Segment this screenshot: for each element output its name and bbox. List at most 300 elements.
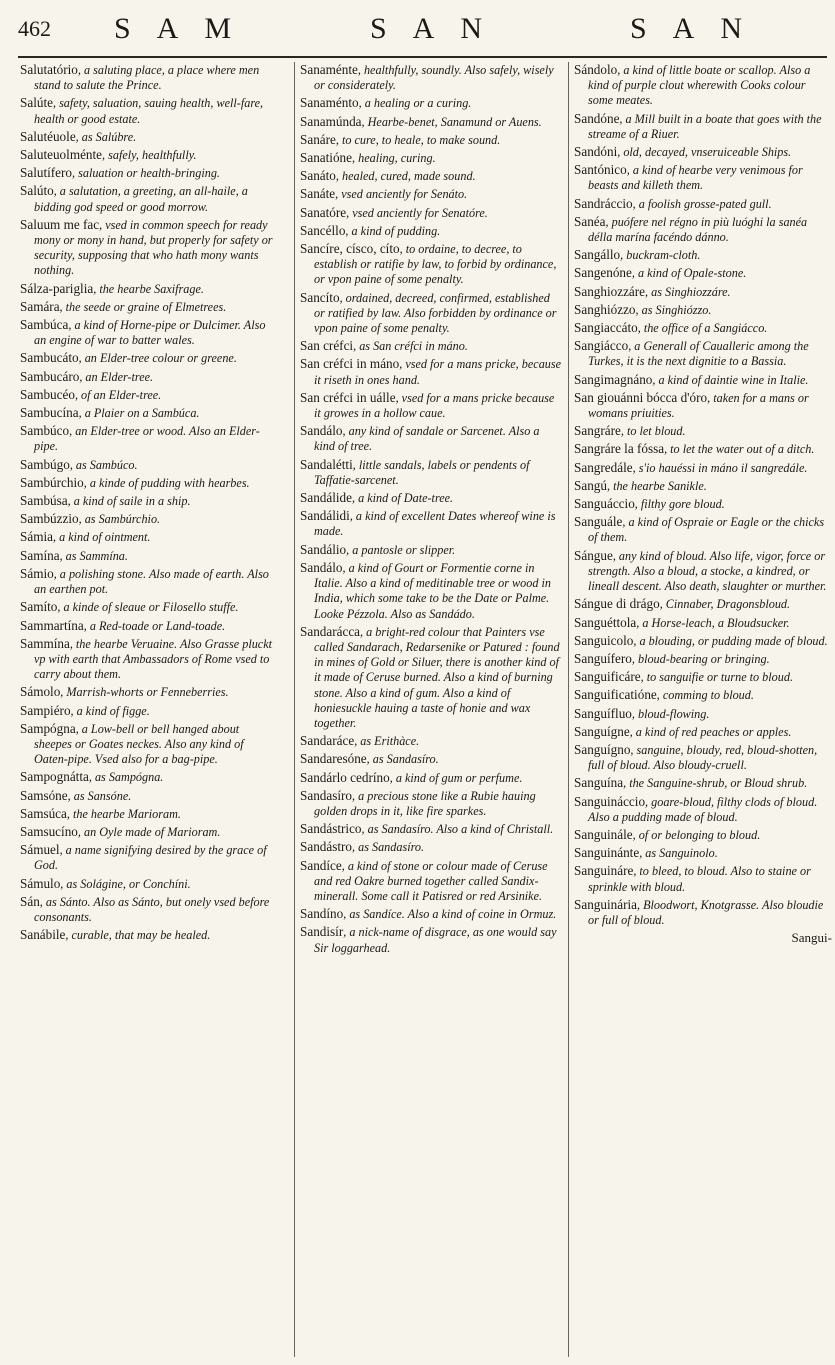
entry-headword: Sanguígno <box>574 741 631 757</box>
entry-headword: Sambúrchio <box>20 474 84 490</box>
entry-definition: , any kind of bloud. Also life, vigor, force or strength. Also a bloud, a stocke, a kindred, or lineall descent. Also death, slaughter or murther. <box>588 548 827 594</box>
dictionary-entry <box>574 423 832 439</box>
dictionary-entry <box>574 742 832 773</box>
entry-definition: , as Sampógna. <box>88 770 164 785</box>
entry-headword: Sandisír <box>300 924 344 940</box>
entry-definition: , as Sanguinolo. <box>639 846 718 861</box>
entry-definition: , little sandals, labels or pendents of Taffatie-sarcenet. <box>314 457 530 487</box>
dictionary-entry <box>20 62 280 93</box>
dictionary-entry <box>300 290 562 337</box>
dictionary-entry <box>574 724 832 740</box>
entry-headword: Sanéa <box>574 213 606 229</box>
entry-headword: Sammartína <box>20 617 84 633</box>
dictionary-entry <box>300 858 562 905</box>
dictionary-entry <box>574 615 832 631</box>
dictionary-entry <box>20 566 280 597</box>
entry-definition: , a polishing stone. Also made of earth. Also an earthen pot. <box>34 566 269 597</box>
dictionary-entry <box>300 186 562 202</box>
entry-definition: , a kind of little boate or scallop. Also a kind of purple clout wherewith Cooks colour some meates. <box>588 63 811 108</box>
entry-definition: , saluation or health-bringing. <box>72 166 220 181</box>
entry-headword: Saluum me fac <box>20 216 100 232</box>
entry-headword: Sámulo <box>20 875 61 891</box>
entry-definition: , a kind of excellent Dates whereof wine is made. <box>314 509 556 539</box>
entry-definition: , a Low-bell or bell hanged about sheepes or Goates neckes. Also any kind of Oaten-pipe. Vsed also for a bag-pipe. <box>34 721 244 767</box>
entry-definition: , Cinnaber, Dragonsbloud. <box>659 597 791 612</box>
entry-definition: , as Sansóne. <box>67 788 132 803</box>
entry-headword: Sammína <box>20 635 70 651</box>
entry-headword: Sanguificáre <box>574 669 641 685</box>
entry-headword: Santónico <box>574 162 627 178</box>
header-word-right: SAN <box>630 12 769 45</box>
entry-headword: Samína <box>20 547 60 563</box>
entry-headword: Sanguináre <box>574 863 634 879</box>
entry-headword: Sanguinária <box>574 896 637 912</box>
entry-definition: , a kind of gum or perfume. <box>389 770 523 785</box>
entry-definition: , of or belonging to bloud. <box>632 827 761 842</box>
entry-definition: , a kind of daintie wine in Italie. <box>652 372 809 387</box>
entry-definition: , healthfully, soundly. Also safely, wisely or considerately. <box>314 63 554 93</box>
entry-definition: , the seede or graine of Elmetrees. <box>59 299 227 314</box>
dictionary-entry <box>20 548 280 564</box>
entry-definition: , as Sandasíro. <box>352 840 425 855</box>
dictionary-entry <box>300 132 562 148</box>
dictionary-entry <box>20 894 280 925</box>
dictionary-entry <box>20 165 280 181</box>
entry-headword: Sangiácco <box>574 338 629 354</box>
entry-headword: Sandaráce <box>300 733 355 749</box>
entry-headword: Salutífero <box>20 165 73 181</box>
entry-headword: Sanghiózzo <box>574 301 636 317</box>
dictionary-entry <box>300 924 562 955</box>
dictionary-entry <box>300 95 562 111</box>
dictionary-entry <box>300 821 562 837</box>
dictionary-entry <box>20 636 280 683</box>
entry-headword: Sanguéttola <box>574 614 637 630</box>
entry-headword: Sandárlo cedríno <box>300 769 390 785</box>
entry-definition: , a healing or a curing. <box>358 96 472 111</box>
page-number: 462 <box>18 16 51 41</box>
entry-definition: , curable, that may be healed. <box>65 928 211 943</box>
entry-headword: Sandalétti <box>300 456 353 472</box>
entry-definition: , to bleed, to bloud. Also to staine or sprinkle with bloud. <box>588 864 811 894</box>
entry-definition: , a kinde of pudding with hearbes. <box>83 475 250 490</box>
dictionary-entry <box>300 733 562 749</box>
entry-headword: Sampógna <box>20 720 76 736</box>
dictionary-entry <box>574 390 832 421</box>
entry-headword: Saluteuolménte <box>20 147 103 163</box>
dictionary-entry <box>574 320 832 336</box>
entry-headword: Salúte <box>20 95 53 111</box>
dictionary-entry <box>300 560 562 622</box>
entry-headword: Sán <box>20 893 40 909</box>
entry-definition: , as Sandasíro. Also a kind of Christall. <box>361 822 554 837</box>
entry-headword: Sangredále <box>574 459 633 475</box>
entry-definition: , vsed in common speech for ready mony or mony in hand, but properly for safety or security, supposing that who hath mony wants nothing. <box>34 217 273 278</box>
entry-headword: Sanáto <box>300 168 336 184</box>
dictionary-entry <box>574 687 832 703</box>
dictionary-entry <box>574 284 832 300</box>
entry-definition: , as Erithàce. <box>354 734 420 749</box>
dictionary-entry <box>574 144 832 160</box>
entry-definition: , old, decayed, vnseruiceable Ships. <box>617 145 792 160</box>
dictionary-entry <box>574 651 832 667</box>
entry-headword: Sanguicolo <box>574 632 634 648</box>
entry-headword: Sandálo <box>300 423 343 439</box>
entry-headword: Sandíce <box>300 857 342 873</box>
dictionary-entry <box>574 633 832 649</box>
dictionary-entry <box>300 356 562 387</box>
dictionary-entry <box>574 548 832 595</box>
entry-definition: , Marrish-whorts or Fenneberries. <box>60 685 229 700</box>
dictionary-entry <box>574 460 832 476</box>
entry-headword: Sambúzzio <box>20 511 79 527</box>
entry-definition: , a kind of Date-tree. <box>352 491 454 506</box>
dictionary-entry <box>300 751 562 767</box>
entry-headword: Salúto <box>20 183 54 199</box>
dictionary-entry <box>574 794 832 825</box>
dictionary-entry <box>574 845 832 861</box>
dictionary-entry <box>20 842 280 873</box>
entry-definition: , Bloodwort, Knotgrasse. Also bloudie or full of bloud. <box>588 897 824 927</box>
dictionary-entry <box>574 669 832 685</box>
entry-headword: Sanguináccio <box>574 793 646 809</box>
entry-definition: , a bright-red colour that Painters vse called Sandarach, Redarsenike or Patured : found in mines of Gold or Siluer, there is another kind of it made of Ceruse burned. Also a kind of burning stone. Also a kind of gum. Also a kind of honiesuckle hauing a taste of honie and wax together. <box>314 624 560 730</box>
entry-headword: Sanaménto <box>300 95 359 111</box>
entry-headword: Sanáre <box>300 131 336 147</box>
entry-definition: , Hearbe-benet, Sanamund or Auens. <box>361 114 542 129</box>
entry-headword: Sanamúnda <box>300 113 362 129</box>
entry-definition: , a saluting place, a place where men stand to salute the Prince. <box>34 63 260 93</box>
entry-definition: , s'io hauéssi in máno il sangredále. <box>632 460 808 475</box>
dictionary-entry <box>574 496 832 512</box>
entry-headword: Sangenóne <box>574 265 632 281</box>
entry-headword: Sangállo <box>574 247 621 263</box>
entry-definition: , as Sandíce. Also a kind of coine in Ormuz. <box>343 907 557 922</box>
dictionary-entry <box>20 824 280 840</box>
entry-headword: Sanghiozzáre <box>574 283 646 299</box>
dictionary-entry <box>20 217 280 279</box>
dictionary-entry <box>574 196 832 212</box>
column-2 <box>294 62 562 1357</box>
entry-headword: Sanaménte <box>300 62 358 77</box>
entry-headword: Sangiaccáto <box>574 320 638 336</box>
entry-definition: , the hearbe Sanikle. <box>606 478 707 493</box>
entry-headword: Sandálide <box>300 490 353 506</box>
dictionary-entry <box>574 111 832 142</box>
entry-headword: Samsúca <box>20 805 67 821</box>
entry-headword: Sanguífero <box>574 650 632 666</box>
dictionary-entry <box>300 150 562 166</box>
dictionary-entry <box>574 441 832 457</box>
entry-definition: , comming to bloud. <box>656 688 754 703</box>
dictionary-entry <box>574 162 832 193</box>
entry-definition: , to ordaine, to decree, to establish or ratifie by law, to forbid by ordinance, or vpon paine of some penalty. <box>314 242 557 287</box>
entry-definition: , a kind of stone or colour made of Ceruse and red Oakre burned together called Sandix-minerall. Some call it Patisred or red Arsinike. <box>314 858 548 903</box>
dictionary-entry <box>300 241 562 288</box>
entry-headword: Sandaresóne <box>300 751 367 767</box>
dictionary-entry <box>574 863 832 894</box>
dictionary-entry <box>574 302 832 318</box>
entry-headword: Sángue di drágo <box>574 596 660 612</box>
entry-definition: , a salutation, a greeting, an all-haile, a bidding god speed or good morrow. <box>34 184 248 214</box>
entry-headword: Salutéuole <box>20 128 76 144</box>
entry-definition: , an Oyle made of Marioram. <box>77 824 221 839</box>
entry-definition: , a precious stone like a Rubie hauing golden drops in it, like fire sparkes. <box>314 788 536 818</box>
dictionary-entry <box>20 387 280 403</box>
entry-headword: Sámio <box>20 565 54 581</box>
dictionary-entry <box>300 457 562 488</box>
entry-headword: San créfci <box>300 338 354 354</box>
entry-definition: , as Solágine, or Conchíni. <box>60 876 191 891</box>
dictionary-entry <box>574 897 832 928</box>
dictionary-entry <box>20 350 280 366</box>
entry-headword: Sanáte <box>300 186 336 202</box>
entry-headword: Sanguále <box>574 514 623 530</box>
entry-definition: , a pantosle or slipper. <box>346 542 456 557</box>
entry-headword: Sandarácca <box>300 623 361 639</box>
dictionary-entry <box>20 147 280 163</box>
dictionary-entry <box>574 62 832 109</box>
entry-headword: Sandráccio <box>574 195 633 211</box>
entry-definition: , as Salúbre. <box>75 129 137 144</box>
entry-headword: Sanguificatióne <box>574 687 657 703</box>
entry-definition: , a kind of red peaches or apples. <box>629 724 792 739</box>
entry-definition: , the hearbe Saxifrage. <box>93 281 204 296</box>
entry-headword: Sambucáro <box>20 368 80 384</box>
entry-headword: Samsóne <box>20 787 68 803</box>
entry-headword: Sambucéo <box>20 386 75 402</box>
entry-definition: , an Elder-tree colour or greene. <box>78 351 237 366</box>
entry-definition: , safely, healthfully. <box>102 148 197 163</box>
dictionary-entry <box>574 514 832 545</box>
entry-headword: Sandálo <box>300 559 343 575</box>
entry-definition: , vsed anciently for Senáto. <box>335 187 468 202</box>
entry-headword: Sandóne <box>574 110 620 126</box>
entry-headword: Samsucíno <box>20 823 78 839</box>
entry-headword: Sálza-pariglia <box>20 280 94 296</box>
entry-definition: , a kind of pudding. <box>345 223 441 238</box>
entry-definition: , to let the water out of a ditch. <box>664 442 815 457</box>
entry-definition: , vsed for a mans pricke because it growes in a hollow caue. <box>314 390 555 421</box>
entry-headword: Sancéllo <box>300 222 346 238</box>
entry-definition: , of an Elder-tree. <box>74 387 162 402</box>
dictionary-entry <box>20 788 280 804</box>
entry-definition: , an Elder-tree. <box>79 369 154 384</box>
entry-definition: , taken for a mans or womans priuities. <box>588 390 809 421</box>
dictionary-entry <box>574 827 832 843</box>
entry-headword: Sampognátta <box>20 769 89 785</box>
dictionary-entry <box>20 511 280 527</box>
entry-definition: , to let bloud. <box>620 424 686 439</box>
entry-headword: Sambucína <box>20 405 79 421</box>
dictionary-entry <box>300 839 562 855</box>
entry-headword: Sancíto <box>300 289 340 305</box>
entry-headword: Sanguinánte <box>574 845 640 861</box>
dictionary-entry <box>574 214 832 245</box>
entry-definition: , a kind of hearbe very venimous for beasts and killeth them. <box>588 163 803 193</box>
dictionary-entry <box>300 906 562 922</box>
entry-definition: , bloud-bearing or bringing. <box>631 651 770 666</box>
entry-headword: Sambúgo <box>20 456 70 472</box>
entry-headword: Sanguinále <box>574 826 633 842</box>
entry-headword: Sangimagnáno <box>574 371 653 387</box>
entry-definition: , a kinde of sleaue or Filosello stuffe. <box>57 600 239 615</box>
entry-definition: , as Sambúrchio. <box>78 512 161 527</box>
entry-headword: Sandástro <box>300 839 353 855</box>
dictionary-entry <box>20 529 280 545</box>
entry-definition: , filthy gore bloud. <box>634 497 725 512</box>
entry-definition: , bloud-flowing. <box>631 706 710 721</box>
dictionary-entry <box>574 265 832 281</box>
dictionary-entry <box>20 599 280 615</box>
dictionary-entry <box>20 475 280 491</box>
dictionary-entry <box>574 247 832 263</box>
dictionary-entry <box>20 299 280 315</box>
entry-definition: , a kind of Ospraie or Eagle or the chicks of them. <box>588 515 825 545</box>
catchword: Sangui- <box>791 930 832 946</box>
entry-headword: Sanguína <box>574 775 624 791</box>
header-word-left: SAM <box>114 12 258 45</box>
entry-definition: , as Sammína. <box>59 548 128 563</box>
dictionary-entry <box>574 775 832 791</box>
dictionary-entry <box>20 806 280 822</box>
dictionary-entry <box>300 624 562 731</box>
entry-definition: , safety, saluation, sauing health, well-fare, health or good estate. <box>34 96 264 126</box>
entry-headword: San giouánni bócca d'óro <box>574 389 708 405</box>
entry-definition: , the office of a Sangiácco. <box>637 321 768 336</box>
dictionary-entry <box>574 478 832 494</box>
entry-headword: Sandálidi <box>300 508 350 524</box>
dictionary-entry <box>20 183 280 214</box>
dictionary-entry <box>20 281 280 297</box>
entry-headword: Sándolo <box>574 62 618 77</box>
dictionary-entry <box>20 876 280 892</box>
entry-definition: , as San créfci in máno. <box>353 339 468 354</box>
entry-headword: San créfci in máno <box>300 356 400 372</box>
entry-headword: Sanguífluo <box>574 705 632 721</box>
dictionary-entry <box>20 129 280 145</box>
dictionary-entry <box>300 490 562 506</box>
entry-headword: Samára <box>20 298 60 314</box>
dictionary-entry <box>20 721 280 768</box>
dictionary-entry <box>300 508 562 539</box>
entry-definition: , a kind of ointment. <box>52 530 151 545</box>
entry-headword: Sanatóre <box>300 204 347 220</box>
entry-headword: Sandálio <box>300 541 347 557</box>
dictionary-entry <box>300 338 562 354</box>
entry-definition: , a kind of Opale-stone. <box>631 266 747 281</box>
entry-definition: , a kind of figge. <box>70 703 150 718</box>
dictionary-entry <box>20 703 280 719</box>
dictionary-entry <box>574 706 832 722</box>
entry-headword: Sanguáccio <box>574 496 635 512</box>
entry-headword: Sángue <box>574 547 613 563</box>
entry-definition: , ordained, decreed, confirmed, established or ratified by law. Also forbidden by ordinance or vpon paine of some penalty. <box>314 290 557 336</box>
entry-definition: , vsed anciently for Senatóre. <box>346 205 488 220</box>
entry-headword: Sangráre <box>574 423 621 439</box>
entry-headword: Sámuel <box>20 842 60 858</box>
dictionary-entry <box>20 684 280 700</box>
dictionary-entry <box>300 423 562 454</box>
dictionary-entry <box>300 223 562 239</box>
entry-definition: , the Sanguine-shrub, or Bloud shrub. <box>623 776 808 791</box>
entry-definition: , as Singhiozzáre. <box>645 284 731 299</box>
header-word-center: SAN <box>370 12 509 45</box>
entry-definition: , as Singhiózzo. <box>635 302 712 317</box>
entry-definition: , a Mill built in a boate that goes with the streame of a Riuer. <box>588 111 822 141</box>
entry-definition: , goare-bloud, filthy clods of bloud. Also a pudding made of bloud. <box>588 794 818 824</box>
entry-headword: Sampiéro <box>20 702 71 718</box>
dictionary-entry <box>300 205 562 221</box>
entry-definition: , a Horse-leach, a Bloudsucker. <box>636 615 790 630</box>
entry-headword: Sanábile <box>20 927 66 943</box>
entry-definition: , as Sandasíro. <box>366 752 439 767</box>
entry-headword: Sandasíro <box>300 787 353 803</box>
entry-definition: , any kind of sandale or Sarcenet. Also a kind of tree. <box>314 424 540 454</box>
entry-definition: , a Red-toade or Land-toade. <box>83 618 226 633</box>
entry-definition: , a foolish grosse-pated gull. <box>632 196 772 211</box>
entry-headword: Sambúca <box>20 317 69 333</box>
entry-definition: , a Plaier on a Sambúca. <box>78 406 200 421</box>
entry-headword: Sandíno <box>300 906 344 922</box>
dictionary-entry <box>20 405 280 421</box>
entry-definition: , the hearbe Veruaine. Also Grasse pluckt vp with earth that Ambassadors of Rome vsed to carry about them. <box>34 636 273 682</box>
entry-headword: Sambúsa <box>20 493 68 509</box>
dictionary-entry <box>20 769 280 785</box>
dictionary-entry <box>574 338 832 369</box>
entry-definition: , sanguine, bloudy, red, bloud-shotten, full of bloud. Also bloudy-cruell. <box>588 742 818 773</box>
entry-headword: Sancíre, císco, cíto <box>300 241 400 257</box>
entry-definition: , a name signifying desired by the grace of God. <box>34 843 267 873</box>
entry-definition: , a kind of saile in a ship. <box>67 494 191 509</box>
dictionary-entry <box>300 542 562 558</box>
dictionary-entry <box>20 457 280 473</box>
entry-definition: , to sanguifie or turne to bloud. <box>640 670 793 685</box>
entry-headword: Sámolo <box>20 684 61 700</box>
entry-definition: , to cure, to heale, to make sound. <box>335 132 501 147</box>
dictionary-entry <box>574 372 832 388</box>
dictionary-entry <box>300 168 562 184</box>
entry-definition: , a Generall of Caualleric among the Turkes, it is the next dignitie to a Bassia. <box>588 339 809 369</box>
dictionary-entry <box>574 596 832 612</box>
entry-headword: Sambucáto <box>20 350 79 366</box>
entry-definition: , the hearbe Marioram. <box>66 806 181 821</box>
entry-definition: , buckram-cloth. <box>620 248 701 263</box>
dictionary-entry <box>20 423 280 454</box>
column-3 <box>568 62 832 1357</box>
entry-headword: Sanatióne <box>300 150 353 166</box>
dictionary-entry <box>300 788 562 819</box>
entry-definition: , healing, curing. <box>352 151 436 166</box>
entry-headword: Samíto <box>20 599 58 615</box>
entry-definition: , as Sambúco. <box>69 457 138 472</box>
dictionary-entry <box>300 62 562 93</box>
entry-definition: , a kind of Gourt or Formentie corne in Italie. Also a kind of meditinable tree or wood in India, which some take to be the Date or Palme. Looke Pézzola. Also as Sandádo. <box>314 560 551 621</box>
entry-definition: , a blouding, or pudding made of bloud. <box>633 633 828 648</box>
entry-definition: , as Sánto. Also as Sánto, but onely vsed before consonants. <box>34 894 270 924</box>
dictionary-entry <box>300 390 562 421</box>
dictionary-entry <box>300 114 562 130</box>
dictionary-entry <box>20 95 280 126</box>
entry-headword: Sambúco <box>20 423 70 439</box>
dictionary-entry <box>20 493 280 509</box>
entry-headword: Salutatório <box>20 62 78 77</box>
entry-headword: San créfci in uálle <box>300 389 396 405</box>
dictionary-entry <box>20 317 280 348</box>
dictionary-entry <box>20 927 280 943</box>
entry-headword: Sangráre la fóssa <box>574 441 665 457</box>
entry-headword: Sanguígne <box>574 723 630 739</box>
